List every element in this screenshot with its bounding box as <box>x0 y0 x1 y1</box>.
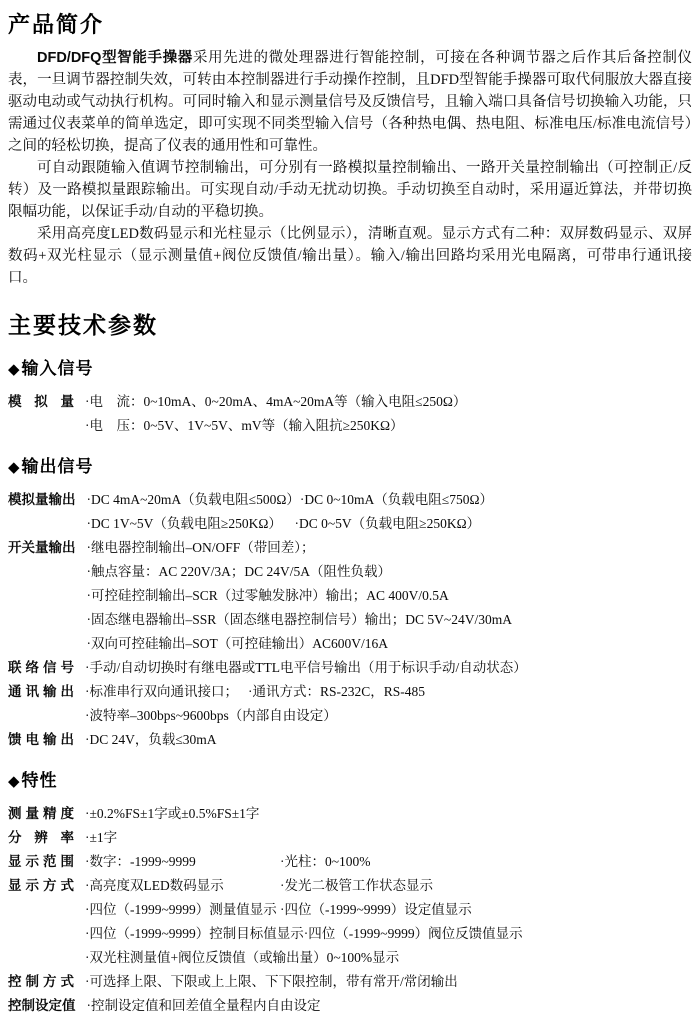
spec-line <box>85 728 692 752</box>
spec-item-right: ·四位（-1999~9999）阀位反馈值显示 <box>303 926 523 941</box>
spec-line <box>87 994 693 1018</box>
section-heading-label: 特性 <box>21 771 58 790</box>
spec-line <box>87 560 693 584</box>
spec-row <box>8 728 692 752</box>
spec-row-content <box>87 488 693 536</box>
spec-line <box>85 970 692 994</box>
spec-item: ·电 压：0~5V、1V~5V、mV等（输入阻抗≥250KΩ） <box>85 418 404 433</box>
spec-item: ·±1字 <box>85 830 118 845</box>
spec-item-right: ·发光二极管工作状态显示 <box>280 878 433 893</box>
spec-row-label: 控制设定值 <box>8 998 76 1013</box>
spec-section <box>8 488 692 752</box>
spec-sections <box>8 354 692 1018</box>
spec-row-label: 分辨率 <box>8 830 74 845</box>
spec-line <box>85 704 692 728</box>
spec-item: ·继电器控制输出–ON/OFF（带回差）； <box>86 540 315 555</box>
spec-row-content <box>85 970 692 994</box>
spec-item: ·四位（-1999~9999）测量值显示 <box>85 902 277 917</box>
page-title: 产品简介 <box>8 12 105 37</box>
spec-item: ·固态继电器输出–SSR（固态继电器控制信号）输出；DC 5V~24V/30mA <box>86 612 512 627</box>
spec-item: ·±0.2%FS±1字或±0.5%FS±1字 <box>85 806 260 821</box>
spec-row <box>8 488 692 536</box>
spec-item: ·控制设定值和回差值全量程内自由设定 <box>86 998 321 1013</box>
spec-row <box>8 994 692 1018</box>
spec-line <box>87 608 693 632</box>
spec-item: ·DC 4mA~20mA（负载电阻≤500Ω） <box>86 492 300 507</box>
spec-line <box>85 414 692 438</box>
spec-row-label: 开关量输出 <box>8 540 76 555</box>
spec-row-content <box>85 802 692 826</box>
section-heading <box>8 354 692 379</box>
intro-paragraph-2: 可自动跟随输入值调节控制输出，可分别有一路模拟量控制输出、一路开关量控制输出（可控制正/反转）及一路模拟量跟踪输出。可实现自动/手动无扰动切换。手动切换至自动时，采用逼近算法，并带切换限幅功能，以保证手动/自动的平稳切换。 <box>8 160 692 220</box>
spec-line <box>87 488 693 512</box>
spec-item: ·DC 1V~5V（负载电阻≥250KΩ） <box>86 516 282 531</box>
spec-row-content <box>85 656 692 680</box>
spec-row-label: 控制方式 <box>8 974 74 989</box>
diamond-bullet-icon: ◆ <box>8 460 21 476</box>
spec-line <box>85 390 692 414</box>
spec-row-content <box>85 826 692 850</box>
spec-item-right: ·光柱：0~100% <box>280 854 371 869</box>
spec-item: ·可选择上限、下限或上上限、下下限控制，带有常开/常闭输出 <box>85 974 458 989</box>
spec-row-label: 模拟量 <box>8 394 74 409</box>
spec-line <box>87 584 693 608</box>
spec-section <box>8 390 692 438</box>
spec-row-label: 馈电输出 <box>8 732 74 747</box>
spec-row-content <box>85 680 692 728</box>
spec-row-content <box>85 728 692 752</box>
spec-row-label: 联络信号 <box>8 660 74 675</box>
spec-line <box>87 632 693 656</box>
spec-row <box>8 656 692 680</box>
intro-paragraph-1 <box>8 47 692 157</box>
spec-line <box>85 680 692 704</box>
spec-row <box>8 826 692 850</box>
spec-line <box>85 826 692 850</box>
spec-item: ·四位（-1999~9999）控制目标值显示 <box>85 926 304 941</box>
spec-item-right: ·DC 0~10mA（负载电阻≤750Ω） <box>299 492 493 507</box>
spec-row-content <box>85 390 692 438</box>
spec-item-right: ·四位（-1999~9999）设定值显示 <box>280 902 472 917</box>
spec-row-content <box>87 994 693 1018</box>
spec-row-label: 显示范围 <box>8 854 74 869</box>
section-heading-label: 输出信号 <box>21 457 94 476</box>
spec-item: ·手动/自动切换时有继电器或TTL电平信号输出（用于标识手动/自动状态） <box>85 660 527 675</box>
diamond-bullet-icon: ◆ <box>8 362 21 378</box>
spec-row-content <box>87 536 693 656</box>
spec-line <box>85 850 692 874</box>
spec-item: ·双光柱测量值+阀位反馈值（或输出量）0~100%显示 <box>85 950 400 965</box>
spec-row-label: 模拟量输出 <box>8 492 76 507</box>
spec-line <box>85 656 692 680</box>
spec-item-right: ·通讯方式：RS-232C，RS-485 <box>248 684 426 699</box>
spec-row-label: 通讯输出 <box>8 684 74 699</box>
spec-item: ·可控硅控制输出–SCR（过零触发脉冲）输出；AC 400V/0.5A <box>86 588 449 603</box>
section-heading-label: 输入信号 <box>21 359 94 378</box>
spec-line <box>85 874 692 898</box>
spec-row <box>8 874 692 970</box>
spec-item: ·标准串行双向通讯接口； <box>85 684 238 699</box>
spec-row <box>8 390 692 438</box>
spec-section <box>8 802 692 1018</box>
spec-row <box>8 802 692 826</box>
spec-line <box>85 802 692 826</box>
spec-line <box>85 946 692 970</box>
spec-item: ·波特率–300bps~9600bps（内部自由设定） <box>85 708 337 723</box>
diamond-bullet-icon: ◆ <box>8 774 21 790</box>
tech-params-title: 主要技术参数 <box>8 312 158 338</box>
spec-item: ·高亮度双LED数码显示 <box>85 878 224 893</box>
spec-item: ·数字：-1999~9999 <box>85 854 196 869</box>
intro-paragraph-1-text: 采用先进的微处理器进行智能控制，可接在各种调节器之后作其后备控制仪表，一旦调节器控制失效，可转由本控制器进行手动操作控制，且DFD型智能手操器可取代伺服放大器直接驱动电动或气动执行机构。可同时输入和显示测量信号及反馈信号，且输入端口具备信号切换输入功能，只需通过仪表菜单的简单选定，即可实现不同类型输入信号（各种热电偶、热电阻、标准电压/标准电流信号）之间的轻松切换，提高了仪表的通用性和可靠性。 <box>8 50 692 154</box>
spec-row <box>8 536 692 656</box>
spec-item: ·触点容量：AC 220V/3A；DC 24V/5A（阻性负载） <box>86 564 392 579</box>
spec-item: ·电 流：0~10mA、0~20mA、4mA~20mA等（输入电阻≤250Ω） <box>85 394 467 409</box>
spec-row-content <box>85 874 692 970</box>
section-heading <box>8 452 692 477</box>
spec-line <box>87 536 693 560</box>
intro-paragraph-3: 采用高亮度LED数码显示和光柱显示（比例显示），清晰直观。显示方式有二种：双屏数码显示、双屏数码+双光柱显示（显示测量值+阀位反馈值/输出量）。输入/输出回路均采用光电隔离，可带串行通讯接口。 <box>8 226 692 286</box>
spec-row-label: 显示方式 <box>8 878 74 893</box>
spec-line <box>85 922 692 946</box>
spec-item: ·DC 24V，负载≤30mA <box>85 732 217 747</box>
spec-line <box>87 512 693 536</box>
spec-row <box>8 680 692 728</box>
section-heading <box>8 766 692 791</box>
spec-item: ·双向可控硅输出–SOT（可控硅输出）AC600V/16A <box>86 636 389 651</box>
spec-row <box>8 850 692 874</box>
spec-line <box>85 898 692 922</box>
spec-item-right: ·DC 0~5V（负载电阻≥250KΩ） <box>294 516 481 531</box>
spec-row-content <box>85 850 692 874</box>
spec-row <box>8 970 692 994</box>
product-name-lead: DFD/DFQ型智能手操器 <box>37 50 193 66</box>
spec-row-label: 测量精度 <box>8 806 74 821</box>
